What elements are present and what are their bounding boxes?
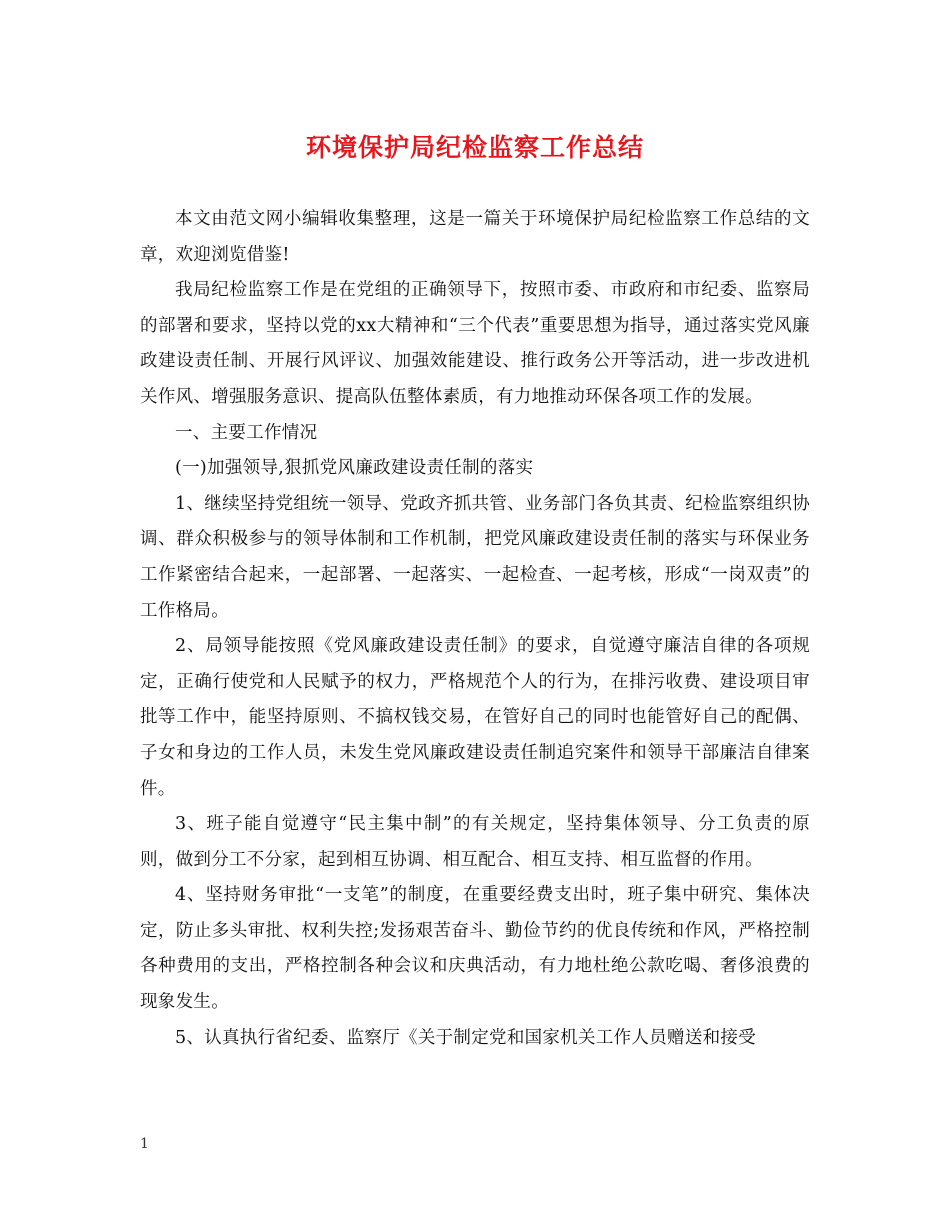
- paragraph-intro: 本文由范文网小编辑收集整理，这是一篇关于环境保护局纪检监察工作总结的文章，欢迎浏览借鉴!: [140, 209, 810, 265]
- document-title: 环境保护局纪检监察工作总结: [305, 133, 644, 162]
- page-number: 1: [140, 1136, 149, 1152]
- paragraph-item-4: 4、坚持财务审批“一支笔”的制度，在重要经费支出时，班子集中研究、集体决定，防止多头审批、权利失控;发扬艰苦奋斗、勤俭节约的优良传统和作风，严格控制各种费用的支出，严格控制各种会议和庆典活动，有力地杜绝公款吃喝、奢侈浪费的现象发生。: [140, 885, 810, 1013]
- paragraph-item-3: 3、班子能自觉遵守“民主集中制”的有关规定，坚持集体领导、分工负责的原则，做到分工不分家，起到相互协调、相互配合、相互支持、相互监督的作用。: [140, 814, 810, 870]
- section-heading-main-work: 一、主要工作情况: [175, 422, 318, 443]
- paragraph-item-2: 2、局领导能按照《党风廉政建设责任制》的要求，自觉遵守廉洁自律的各项规定，正确行使党和人民赋予的权力，严格规范个人的行为，在排污收费、建设项目审批等工作中，能坚持原则、不搞权钱交易，在管好自己的同时也能管好自己的配偶、子女和身边的工作人员，未发生党风廉政建设责任制追究案件和领导干部廉洁自律案件。: [140, 636, 810, 799]
- paragraph-overview: 我局纪检监察工作是在党组的正确领导下，按照市委、市政府和市纪委、监察局的部署和要求，坚持以党的xx大精神和“三个代表”重要思想为指导，通过落实党风廉政建设责任制、开展行风评议、加强效能建设、推行政务公开等活动，进一步改进机关作风、增强服务意识、提高队伍整体素质，有力地推动环保各项工作的发展。: [140, 280, 810, 407]
- subsection-heading-leadership: (一)加强领导,狠抓党风廉政建设责任制的落实: [175, 458, 534, 479]
- paragraph-item-1: 1、继续坚持党组统一领导、党政齐抓共管、业务部门各负其责、纪检监察组织协调、群众积极参与的领导体制和工作机制，把党风廉政建设责任制的落实与环保业务工作紧密结合起来，一起部署、一起落实、一起检查、一起考核，形成“一岗双责”的工作格局。: [140, 493, 810, 621]
- paragraph-item-5: 5、认真执行省纪委、监察厅《关于制定党和国家机关工作人员赠送和接受: [175, 1027, 757, 1048]
- document-body: [140, 202, 810, 1056]
